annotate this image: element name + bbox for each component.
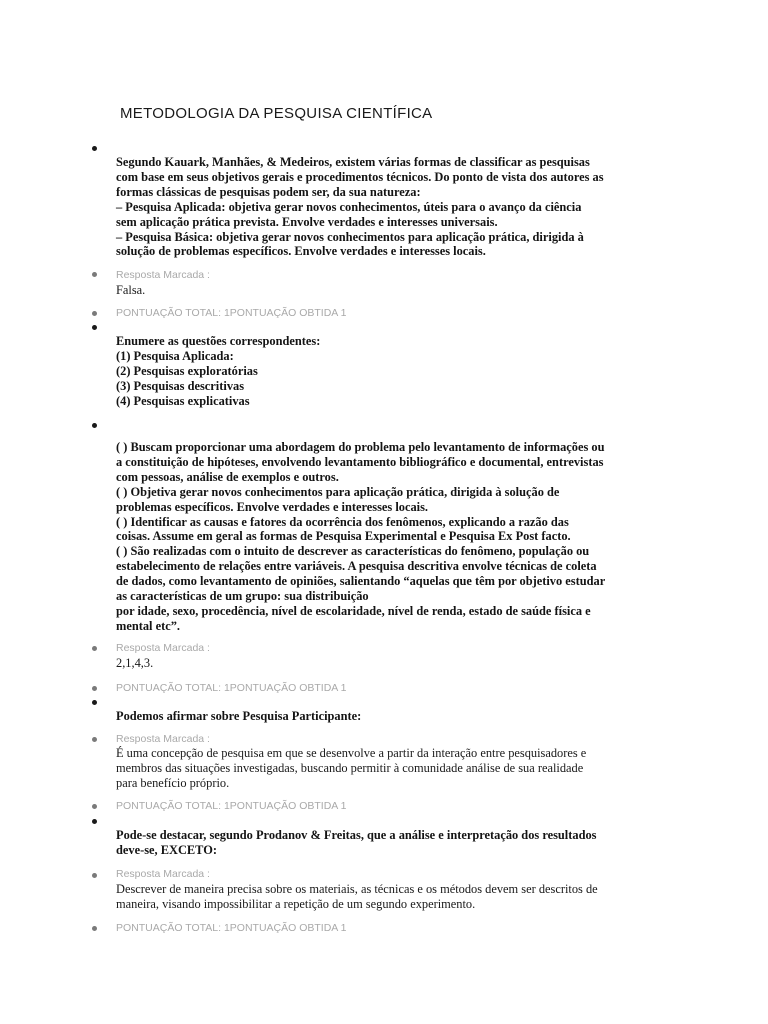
question-1-line: Segundo Kauark, Manhães, & Medeiros, existem várias formas de classificar as pesquisas xyxy=(116,155,590,169)
question-3 xyxy=(116,709,656,724)
answer-label: Resposta Marcada : xyxy=(116,269,210,281)
bullet-icon xyxy=(92,146,97,151)
bullet-icon xyxy=(92,700,97,705)
answer-3-line: membros das situações investigadas, buscando permitir à comunidade análise de sua realidade xyxy=(116,761,584,775)
question-1-line: – Pesquisa Básica: objetiva gerar novos conhecimentos para aplicação prática, dirigida à xyxy=(116,229,584,244)
question-2-line: com pessoas, análise de exemplos e outros. xyxy=(116,469,339,484)
answer-3 xyxy=(116,746,656,791)
page-title: METODOLOGIA DA PESQUISA CIENTÍFICA xyxy=(120,105,433,122)
answer-label: Resposta Marcada : xyxy=(116,642,210,654)
question-2-line: as características de um grupo: sua distribuição xyxy=(116,589,369,604)
bullet-icon xyxy=(92,272,97,277)
question-2-line: a constituição de hipóteses, envolvendo levantamento bibliográfico e documental, entrevistas xyxy=(116,454,604,469)
answer-4-line: Descrever de maneira precisa sobre os materiais, as técnicas e os métodos devem ser descritos de xyxy=(116,882,598,896)
question-2-intro-line: Enumere as questões correspondentes: xyxy=(116,334,321,348)
question-1-line: sem aplicação prática prevista. Envolve verdades e interesses universais. xyxy=(116,214,498,229)
question-4 xyxy=(116,828,656,858)
bullet-icon xyxy=(92,926,97,931)
answer-label: Resposta Marcada : xyxy=(116,733,210,745)
score-line: PONTUAÇÃO TOTAL: 1PONTUAÇÃO OBTIDA 1 xyxy=(116,307,347,319)
question-2-line: estabelecimento de relações entre variáveis. A pesquisa descritiva envolve técnicas de coleta xyxy=(116,559,597,574)
question-2-line: por idade, sexo, procedência, nível de escolaridade, nível de renda, estado de saúde física e xyxy=(116,603,591,618)
bullet-icon xyxy=(92,804,97,809)
bullet-icon xyxy=(92,325,97,330)
question-4-line: deve-se, EXCETO: xyxy=(116,842,217,857)
question-2-intro-line: (4) Pesquisas explicativas xyxy=(116,393,250,408)
question-2-intro-line: (1) Pesquisa Aplicada: xyxy=(116,348,234,363)
bullet-icon xyxy=(92,819,97,824)
bullet-icon xyxy=(92,423,97,428)
bullet-icon xyxy=(92,873,97,878)
question-2-intro xyxy=(116,334,656,409)
question-2-line: problemas específicos. Envolve verdades e interesses locais. xyxy=(116,499,429,514)
question-2-line: ( ) São realizadas com o intuito de descrever as características do fenômeno, população ou xyxy=(116,544,590,559)
question-1-line: com base em seus objetivos gerais e procedimentos técnicos. Do ponto de vista dos autores as xyxy=(116,169,604,184)
question-2-intro-line: (3) Pesquisas descritivas xyxy=(116,378,245,393)
question-1 xyxy=(116,155,656,259)
answer-4-line: maneira, visando impossibilitar a repetição de um segundo experimento. xyxy=(116,897,476,911)
answer-3-line: para benefício próprio. xyxy=(116,776,230,790)
score-line: PONTUAÇÃO TOTAL: 1PONTUAÇÃO OBTIDA 1 xyxy=(116,922,347,934)
question-2-line: mental etc”. xyxy=(116,618,180,633)
question-3-line: Podemos afirmar sobre Pesquisa Participante: xyxy=(116,709,362,723)
bullet-icon xyxy=(92,737,97,742)
answer-3-line: É uma concepção de pesquisa em que se desenvolve a partir da interação entre pesquisadores e xyxy=(116,746,587,760)
question-1-line: – Pesquisa Aplicada: objetiva gerar novos conhecimentos, úteis para o avanço da ciência xyxy=(116,199,582,214)
question-2-line: ( ) Objetiva gerar novos conhecimentos para aplicação prática, dirigida à solução de xyxy=(116,484,560,499)
question-4-line: Pode-se destacar, segundo Prodanov & Freitas, que a análise e interpretação dos resultados xyxy=(116,828,597,842)
bullet-icon xyxy=(92,311,97,316)
question-2-line: de dados, como levantamento de opiniões, salientando “aquelas que têm por objetivo estudar xyxy=(116,574,606,589)
question-2 xyxy=(116,440,656,634)
score-line: PONTUAÇÃO TOTAL: 1PONTUAÇÃO OBTIDA 1 xyxy=(116,800,347,812)
answer-2: 2,1,4,3. xyxy=(116,656,154,670)
answer-4 xyxy=(116,882,656,912)
question-2-line: ( ) Buscam proporcionar uma abordagem do problema pelo levantamento de informações ou xyxy=(116,440,605,454)
question-2-intro-line: (2) Pesquisas exploratórias xyxy=(116,363,258,378)
bullet-icon xyxy=(92,686,97,691)
answer-label: Resposta Marcada : xyxy=(116,868,210,880)
question-1-line: formas clássicas de pesquisas podem ser, da sua natureza: xyxy=(116,184,421,199)
question-2-line: ( ) Identificar as causas e fatores da ocorrência dos fenômenos, explicando a razão das xyxy=(116,514,569,529)
answer-1: Falsa. xyxy=(116,283,146,297)
bullet-icon xyxy=(92,646,97,651)
question-2-line: coisas. Assume em geral as formas de Pesquisa Experimental e Pesquisa Ex Post facto. xyxy=(116,529,571,544)
question-1-line: solução de problemas específicos. Envolve verdades e interesses locais. xyxy=(116,244,486,259)
score-line: PONTUAÇÃO TOTAL: 1PONTUAÇÃO OBTIDA 1 xyxy=(116,682,347,694)
